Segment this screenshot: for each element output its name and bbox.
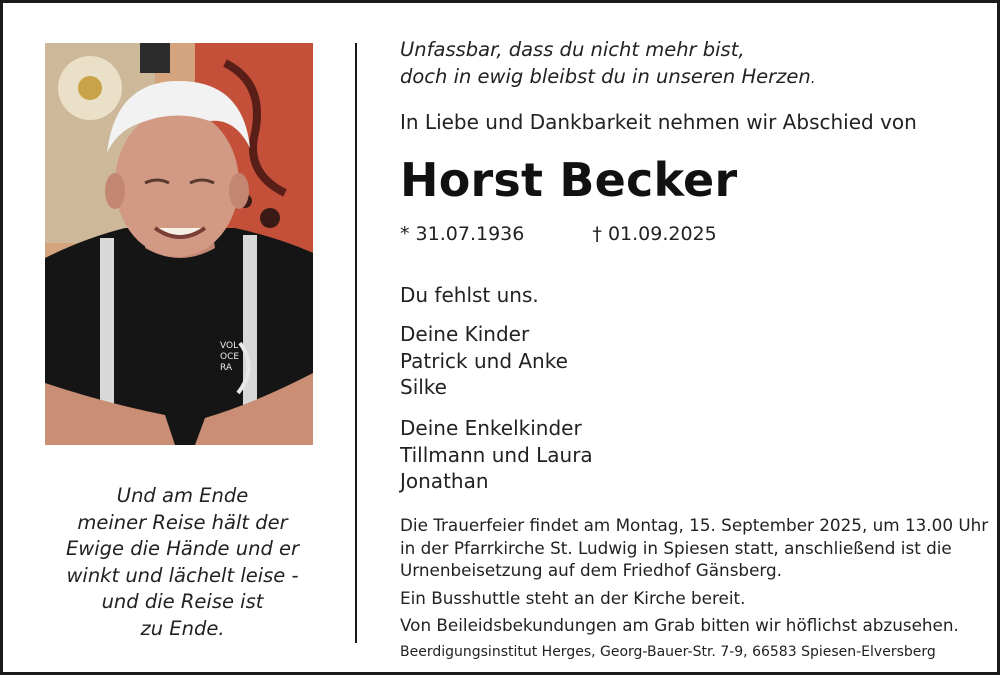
portrait-photo: [45, 43, 313, 445]
funeral-notice: [400, 514, 988, 637]
portrait-illustration: [45, 43, 313, 445]
children-list: [400, 321, 568, 401]
life-dates: [400, 223, 717, 245]
cross-icon: †: [592, 223, 602, 245]
quote-line-2: [400, 63, 816, 92]
children-heading: Deine Kinder: [400, 322, 530, 346]
grandchildren-heading: Deine Enkelkinder: [400, 416, 582, 440]
shirt-logo: [220, 341, 239, 374]
grandchildren-list: [400, 415, 593, 495]
ceremony-line: Die Trauerfeier findet am Montag, 15. September 2025, um 13.00 Uhr: [400, 515, 989, 535]
poem: [45, 483, 320, 642]
funeral-home-footer: Beerdigungsinstitut Herges, Georg-Bauer-Str. 7-9, 66583 Spiesen-Elversberg: [400, 644, 936, 660]
quote-period: .: [810, 69, 816, 87]
shirt-logo-line: RA: [220, 363, 233, 373]
death-date: [592, 223, 716, 245]
children-name: Patrick und Anke: [400, 348, 568, 373]
poem-line: zu Ende.: [140, 616, 225, 640]
death-date-value: 01.09.2025: [607, 223, 717, 245]
poem-line: winkt und lächelt leise -: [66, 563, 299, 587]
intro-text: In Liebe und Dankbarkeit nehmen wir Abschied von: [400, 110, 917, 134]
poem-line: meiner Reise hält der: [77, 510, 288, 534]
poem-line: und die Reise ist: [101, 590, 264, 613]
shirt-logo-line: OCE: [220, 352, 240, 362]
quote-line-1: Unfassbar, dass du nicht mehr bist,: [400, 38, 745, 61]
poem-line: Und am Ende: [116, 484, 249, 507]
quote-line-2-text: doch in ewig bleibst du in unseren Herzen: [400, 65, 811, 88]
condolences-info: Von Beileidsbekundungen am Grab bitten wir höflichst abzusehen.: [400, 615, 959, 635]
birth-symbol: *: [400, 223, 410, 245]
vertical-divider: [355, 43, 357, 643]
children-name: Silke: [400, 375, 447, 399]
poem-line: Ewige die Hände und er: [65, 537, 300, 560]
birth-date: [400, 223, 524, 245]
message: Du fehlst uns.: [400, 283, 539, 307]
opening-quote: [400, 36, 816, 92]
shirt-logo-line: VOL: [220, 341, 239, 351]
ceremony-info: [400, 514, 988, 582]
grandchildren-name: Jonathan: [400, 469, 489, 493]
shuttle-info: Ein Busshuttle steht an der Kirche bereit.: [400, 587, 746, 608]
grandchildren-name: Tillmann und Laura: [400, 442, 593, 467]
ceremony-line: in der Pfarrkirche St. Ludwig in Spiesen statt, anschließend ist die: [400, 537, 952, 558]
deceased-name: Horst Becker: [400, 153, 738, 207]
ceremony-line: Urnenbeisetzung auf dem Friedhof Gänsberg.: [400, 560, 783, 580]
birth-date-value: 31.07.1936: [415, 223, 525, 245]
